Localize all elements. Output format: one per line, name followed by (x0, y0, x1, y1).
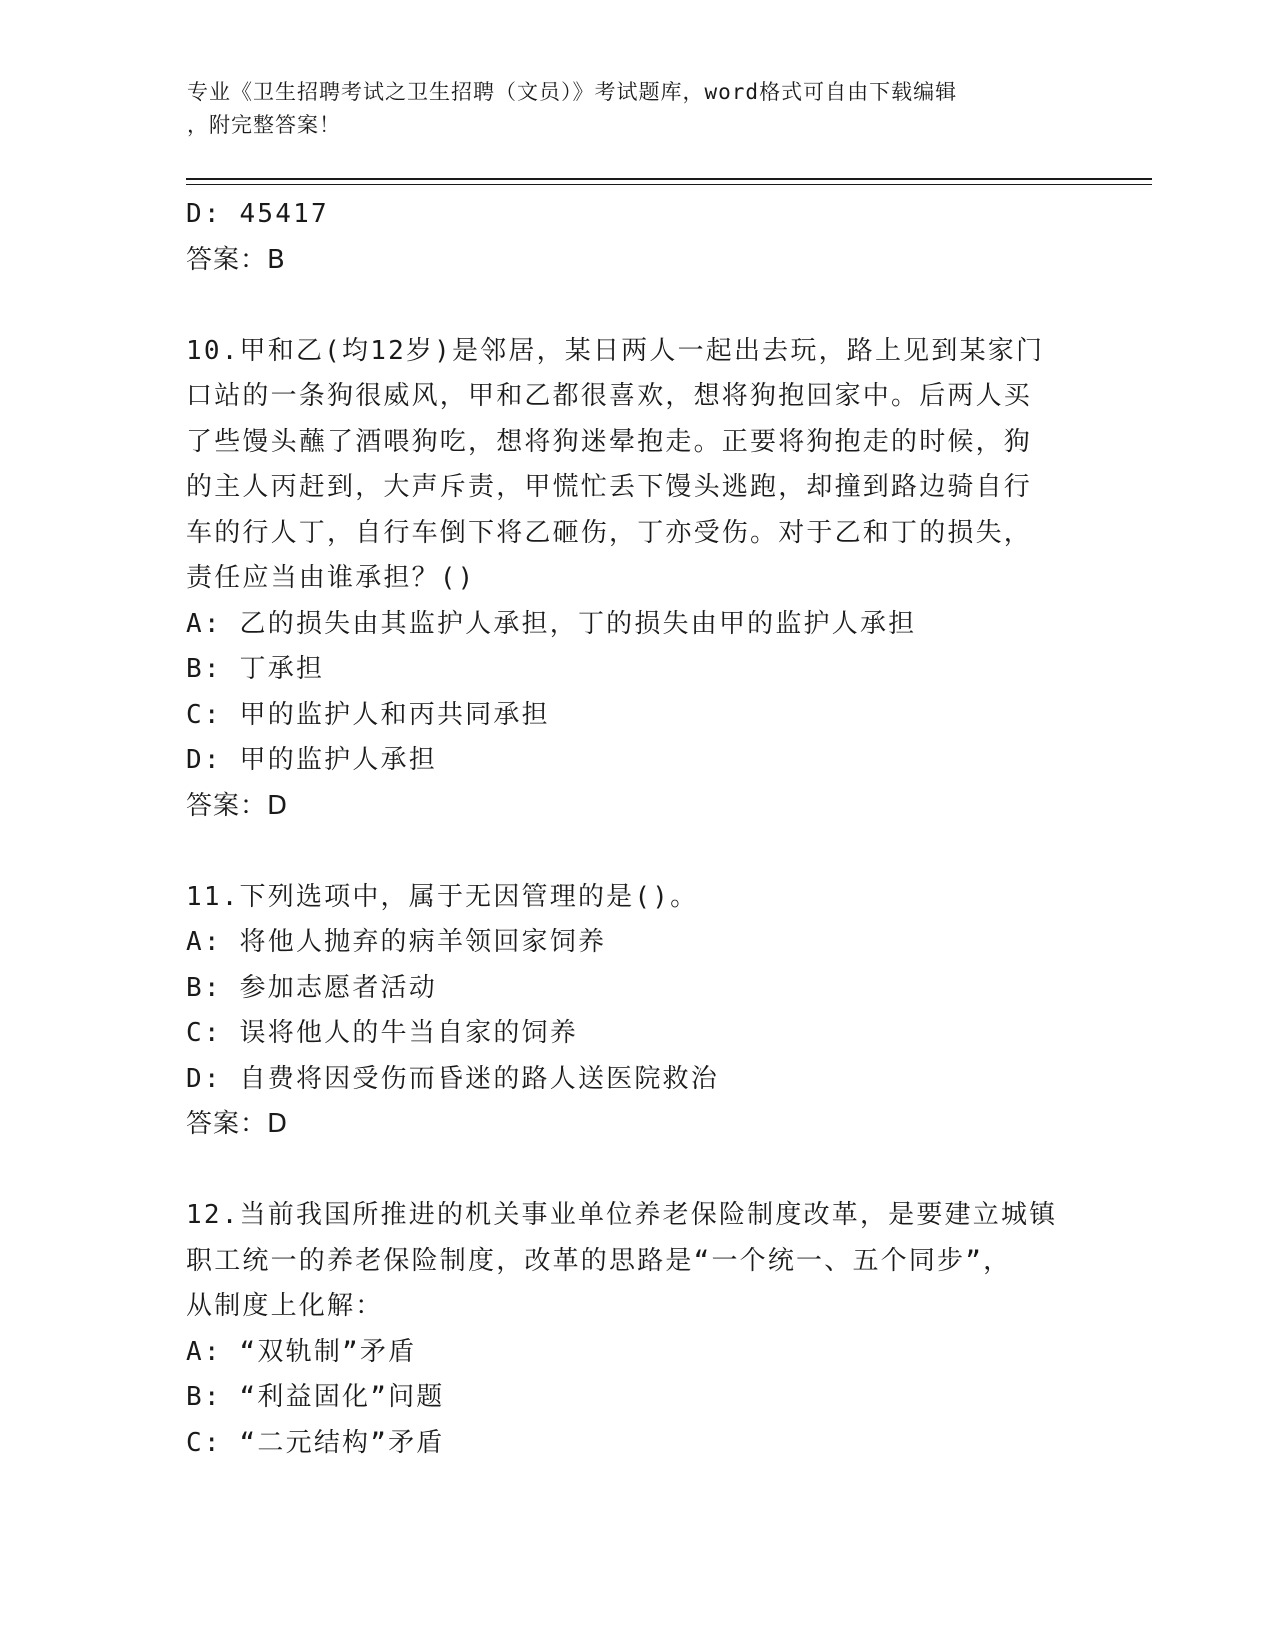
q10-option-a: A: 乙的损失由其监护人承担，丁的损失由甲的监护人承担 (186, 608, 917, 639)
q12-option-c: C: “二元结构”矛盾 (186, 1427, 445, 1458)
q11-answer: 答案：D (186, 1109, 289, 1139)
q11-stem-line: 11.下列选项中，属于无因管理的是()。 (186, 881, 699, 912)
q10-option-c: C: 甲的监护人和丙共同承担 (186, 699, 550, 730)
spacer (186, 829, 1086, 875)
q12-option-a: A: “双轨制”矛盾 (186, 1336, 417, 1367)
q10-stem-line: 的主人丙赶到，大声斥责，甲慌忙丢下馒头逃跑，却撞到路边骑自行 (186, 472, 1033, 502)
question-12 (186, 1193, 1086, 1466)
q11-option-a: A: 将他人抛弃的病羊领回家饲养 (186, 927, 607, 957)
header-rule-thin (186, 184, 1152, 185)
q12-stem-line: 从制度上化解： (186, 1291, 384, 1321)
q10-stem-line: 10.甲和乙(均12岁)是邻居，某日两人一起出去玩，路上见到某家门 (186, 335, 1045, 366)
q11-option-d: D: 自费将因受伤而昏迷的路人送医院救治 (186, 1063, 719, 1094)
spacer (186, 1148, 1086, 1194)
question-10 (186, 329, 1086, 830)
q10-stem-line: 了些馒头蘸了酒喂狗吃，想将狗迷晕抱走。正要将狗抱走的时候，狗 (186, 426, 1033, 457)
header-line-1: 专业《卫生招聘考试之卫生招聘（文员）》考试题库，word格式可自由下载编辑 (187, 80, 958, 104)
q10-stem-line: 责任应当由谁承担？() (186, 563, 476, 593)
q10-answer: 答案：D (186, 790, 289, 821)
q12-stem-line: 职工统一的养老保险制度，改革的思路是“一个统一、五个同步”， (186, 1245, 1012, 1276)
header-rule-thick (186, 178, 1152, 180)
spacer (186, 283, 1086, 329)
q10-stem-line: 口站的一条狗很威风，甲和乙都很喜欢，想将狗抱回家中。后两人买 (186, 381, 1033, 411)
q11-option-b: B: 参加志愿者活动 (186, 972, 437, 1003)
page-header (187, 76, 1067, 142)
q12-stem-line: 12.当前我国所推进的机关事业单位养老保险制度改革，是要建立城镇 (186, 1200, 1058, 1230)
q10-option-b: B: 丁承担 (186, 654, 325, 684)
header-line-2: ，附完整答案！ (187, 113, 341, 137)
q12-option-b: B: “利益固化”问题 (186, 1382, 445, 1412)
q10-stem-line: 车的行人丁，自行车倒下将乙砸伤，丁亦受伤。对于乙和丁的损失， (186, 517, 1033, 548)
q9-option-d: D: 45417 (186, 199, 329, 229)
q11-option-c: C: 误将他人的牛当自家的饲养 (186, 1018, 578, 1048)
question-11 (186, 875, 1086, 1148)
q9-answer: 答案：B (186, 244, 286, 275)
q10-option-d: D: 甲的监护人承担 (186, 745, 437, 775)
question-content (186, 192, 1086, 1466)
